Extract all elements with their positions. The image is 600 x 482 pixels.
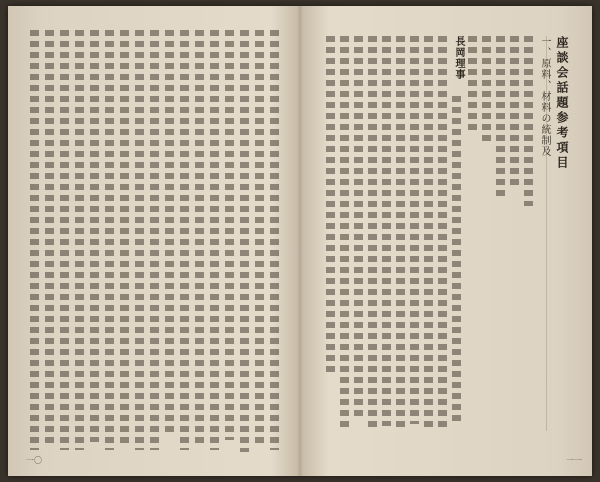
text-column <box>496 36 505 201</box>
left-page <box>8 6 300 476</box>
text-column <box>270 30 279 450</box>
column-rule <box>546 36 547 431</box>
text-column <box>340 36 349 428</box>
text-column <box>105 30 114 450</box>
text-column <box>482 36 491 146</box>
page-heading: 座談会話題参考項目 <box>555 36 569 171</box>
text-column <box>424 36 433 428</box>
text-column <box>30 30 39 450</box>
text-column <box>326 36 335 376</box>
text-column <box>165 30 174 435</box>
text-column <box>468 36 477 131</box>
text-column <box>354 36 363 421</box>
page-number-left: 一〇 <box>26 456 42 465</box>
text-column <box>438 36 447 428</box>
text-column <box>60 30 69 450</box>
page-number-right: 一一 <box>566 456 582 465</box>
text-column <box>452 96 461 426</box>
text-column <box>150 30 159 450</box>
text-column <box>255 30 264 445</box>
right-page <box>300 6 592 476</box>
text-column <box>75 30 84 450</box>
item-1: 一、原料、材料の統制及 <box>539 36 550 157</box>
text-column <box>510 36 519 186</box>
text-column <box>45 30 54 448</box>
text-column <box>120 30 129 446</box>
text-column <box>210 30 219 450</box>
text-column <box>240 30 249 452</box>
text-column <box>90 30 99 442</box>
text-column <box>396 36 405 428</box>
text-column <box>135 30 144 450</box>
text-column <box>410 36 419 424</box>
text-column <box>368 36 377 428</box>
text-column <box>382 36 391 426</box>
text-column <box>225 30 234 440</box>
speaker-label: 長岡理事 <box>453 36 464 80</box>
book-spread <box>8 6 592 476</box>
text-column <box>524 36 533 206</box>
text-column <box>195 30 204 448</box>
text-column <box>180 30 189 450</box>
